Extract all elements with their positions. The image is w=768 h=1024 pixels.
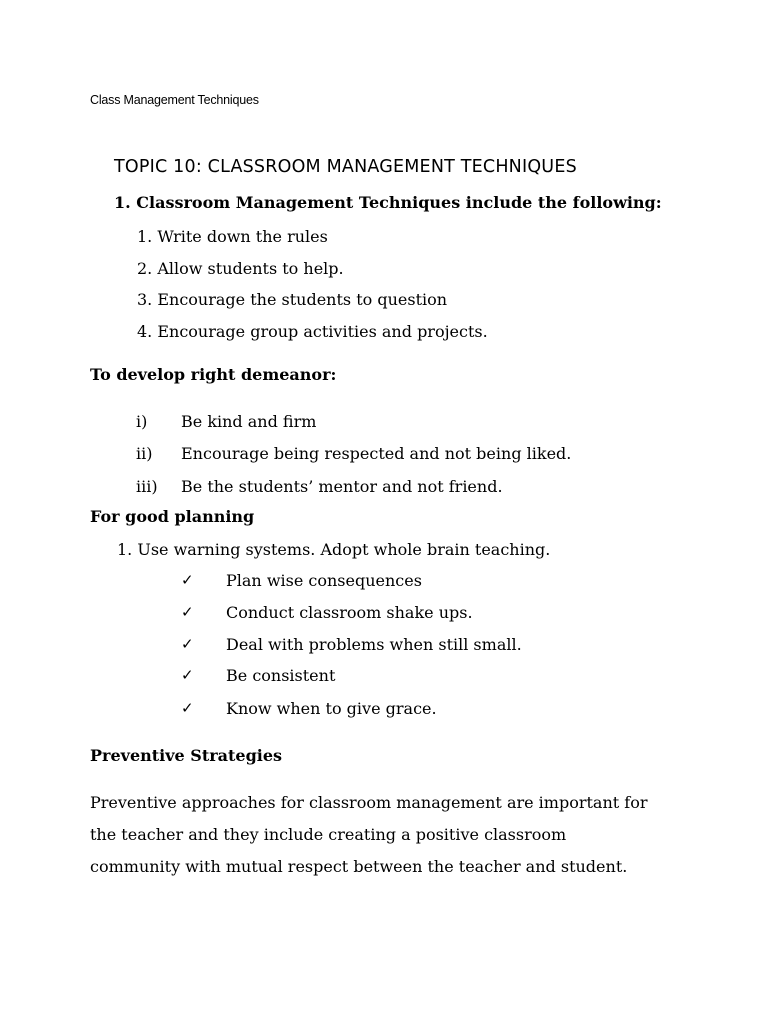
list-item-text: Be the students’ mentor and not friend.: [181, 477, 503, 496]
list-item: 2. Allow students to help.: [137, 259, 344, 278]
checkmark-icon: ✓: [181, 666, 194, 684]
section-heading-planning: For good planning: [90, 507, 255, 526]
checkmark-icon: ✓: [181, 603, 194, 621]
list-item: 3. Encourage the students to question: [137, 290, 448, 309]
list-item-text: Encourage being respected and not being liked.: [181, 444, 572, 463]
list-item: 1. Use warning systems. Adopt whole brain teaching.: [117, 540, 551, 559]
checkmark-icon: ✓: [181, 635, 194, 653]
list-marker: iii): [136, 477, 158, 496]
checkmark-icon: ✓: [181, 571, 194, 589]
running-header: Class Management Techniques: [90, 93, 259, 107]
section-heading-preventive: Preventive Strategies: [90, 746, 283, 765]
checklist-item-text: Know when to give grace.: [226, 699, 437, 718]
list-marker: i): [136, 412, 148, 431]
list-item-text: Be kind and firm: [181, 412, 317, 431]
section-heading-techniques: 1. Classroom Management Techniques include the following:: [114, 193, 662, 212]
preventive-paragraph: [90, 787, 690, 883]
checkmark-icon: ✓: [181, 699, 194, 717]
list-marker: ii): [136, 444, 153, 463]
checklist-item-text: Conduct classroom shake ups.: [226, 603, 473, 622]
checklist-item-text: Plan wise consequences: [226, 571, 422, 590]
paragraph-line: Preventive approaches for classroom management are important for: [90, 793, 648, 812]
list-item: 1. Write down the rules: [137, 227, 328, 246]
checklist-item-text: Deal with problems when still small.: [226, 635, 522, 654]
section-heading-demeanor: To develop right demeanor:: [90, 365, 337, 384]
paragraph-line: community with mutual respect between the teacher and student.: [90, 857, 628, 876]
paragraph-line: the teacher and they include creating a positive classroom: [90, 825, 567, 844]
list-item: 4. Encourage group activities and projects.: [137, 322, 488, 341]
checklist-item-text: Be consistent: [226, 666, 336, 685]
topic-title: TOPIC 10: CLASSROOM MANAGEMENT TECHNIQUES: [114, 157, 577, 177]
